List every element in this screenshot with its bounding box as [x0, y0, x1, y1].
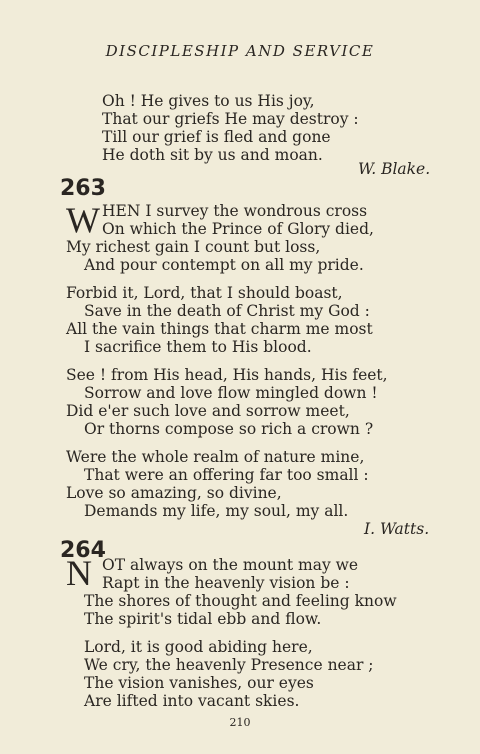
verse-line: We cry, the heavenly Presence near ; [84, 656, 374, 674]
verse-line: All the vain things that charm me most [66, 320, 373, 338]
verse-line: The vision vanishes, our eyes [84, 674, 314, 692]
author-attribution: I. Watts. [364, 520, 430, 538]
verse-line: On which the Prince of Glory died, [102, 220, 374, 238]
hymn-number: 264 [60, 538, 106, 563]
verse-line: See ! from His head, His hands, His feet, [66, 366, 388, 384]
verse-line: Did e'er such love and sorrow meet, [66, 402, 350, 420]
drop-cap: N [66, 553, 92, 593]
drop-cap: W [66, 200, 100, 240]
verse-line: HEN I survey the wondrous cross [102, 202, 368, 220]
verse-line: And pour contempt on all my pride. [84, 256, 364, 274]
page-number: 210 [229, 716, 251, 729]
verse-line: The spirit's tidal ebb and flow. [84, 610, 322, 628]
verse-line: Are lifted into vacant skies. [84, 692, 300, 710]
verse-line: I sacrifice them to His blood. [84, 338, 312, 356]
verse-line: That were an offering far too small : [84, 466, 369, 484]
author-attribution: W. Blake. [358, 160, 431, 178]
verse-line: That our griefs He may destroy : [102, 110, 359, 128]
verse-line: OT always on the mount may we [102, 556, 359, 574]
verse-line: Till our grief is fled and gone [102, 128, 331, 146]
verse-line: Or thorns compose so rich a crown ? [84, 420, 374, 438]
verse-line: Love so amazing, so divine, [66, 484, 282, 502]
hymn-number: 263 [60, 176, 106, 201]
verse-line: Were the whole realm of nature mine, [66, 448, 365, 466]
verse-line: My richest gain I count but loss, [66, 238, 321, 256]
verse-line: The shores of thought and feeling know [84, 592, 397, 610]
verse-line: Forbid it, Lord, that I should boast, [66, 284, 343, 302]
running-header: DISCIPLESHIP AND SERVICE [105, 42, 375, 60]
verse-line: Lord, it is good abiding here, [84, 638, 313, 656]
verse-line: Demands my life, my soul, my all. [84, 502, 349, 520]
verse-line: Save in the death of Christ my God : [84, 302, 370, 320]
verse-line: Sorrow and love flow mingled down ! [84, 384, 378, 402]
verse-line: Oh ! He gives to us His joy, [102, 92, 315, 110]
verse-line: He doth sit by us and moan. [102, 146, 323, 164]
verse-line: Rapt in the heavenly vision be : [102, 574, 350, 592]
